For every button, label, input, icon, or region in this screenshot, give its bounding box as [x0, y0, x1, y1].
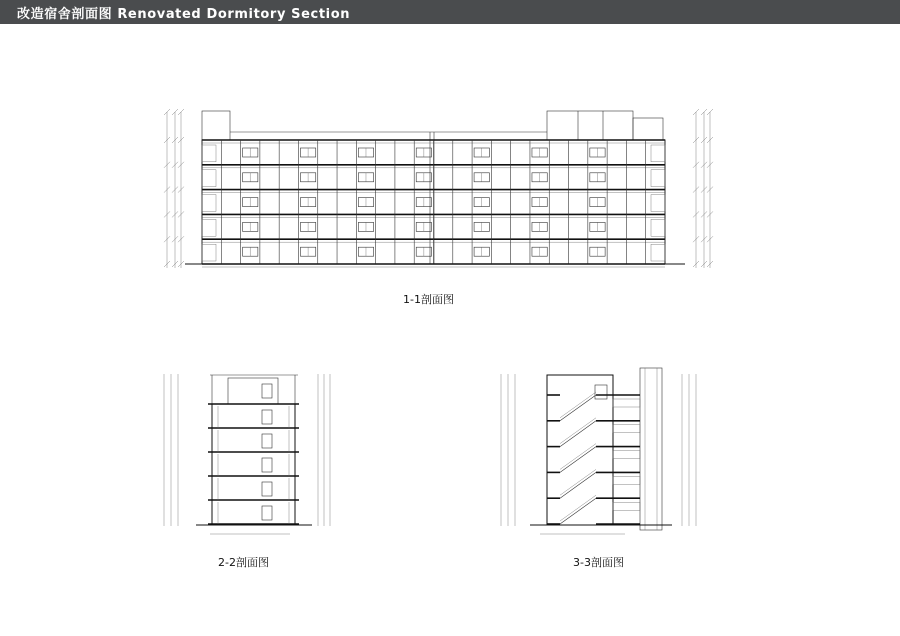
door — [262, 434, 272, 448]
corridor-rail — [613, 451, 640, 459]
left-dimension-lines — [167, 112, 181, 268]
sheet-title: 改造宿舍剖面图 Renovated Dormitory Section — [17, 7, 351, 22]
floor-and-bay-grid — [202, 140, 665, 267]
left-dimension-lines-2 — [164, 374, 178, 526]
left-dimension-lines-3 — [501, 374, 515, 526]
stair-flights — [547, 392, 640, 524]
section-2-2-outline — [212, 404, 295, 524]
stairwell-outline — [547, 375, 613, 525]
door — [262, 506, 272, 520]
roof-water-tank — [547, 111, 633, 140]
stair-flight — [560, 498, 596, 524]
caption-3-3: 3-3剖面图 — [573, 556, 624, 569]
end-balcony — [651, 195, 665, 212]
left-roof-box — [202, 111, 230, 140]
stair-roof-box — [228, 378, 278, 404]
section-2-2-floors — [208, 404, 299, 524]
end-balcony — [651, 170, 665, 187]
stair-flight — [560, 447, 596, 473]
dimension-ticks — [164, 109, 713, 267]
corridor-rail — [613, 399, 640, 407]
stair-flight — [560, 395, 596, 421]
corridor-rail — [613, 502, 640, 510]
end-balcony — [202, 170, 216, 187]
right-dimension-lines — [696, 112, 710, 268]
door — [262, 458, 272, 472]
corridor-rail — [613, 425, 640, 433]
stair-flight — [560, 472, 596, 498]
right-dimension-lines-2 — [318, 374, 330, 526]
section-1-1-drawing — [164, 109, 713, 268]
end-balcony — [202, 219, 216, 236]
section-2-2-drawing — [164, 374, 330, 534]
right-dimension-lines-3 — [682, 374, 696, 526]
elevator-shaft — [640, 368, 662, 530]
caption-2-2: 2-2剖面图 — [218, 556, 269, 569]
end-balcony — [651, 244, 665, 261]
end-balcony — [651, 219, 665, 236]
end-balcony — [202, 195, 216, 212]
right-roof-box — [633, 118, 663, 140]
caption-1-1: 1-1剖面图 — [403, 293, 454, 306]
corridor-rail — [613, 476, 640, 484]
end-balcony — [651, 145, 665, 162]
door — [262, 410, 272, 424]
stair-flight — [560, 421, 596, 447]
section-3-3-drawing — [501, 368, 696, 534]
end-balcony — [202, 145, 216, 162]
end-balcony — [202, 244, 216, 261]
door — [262, 482, 272, 496]
